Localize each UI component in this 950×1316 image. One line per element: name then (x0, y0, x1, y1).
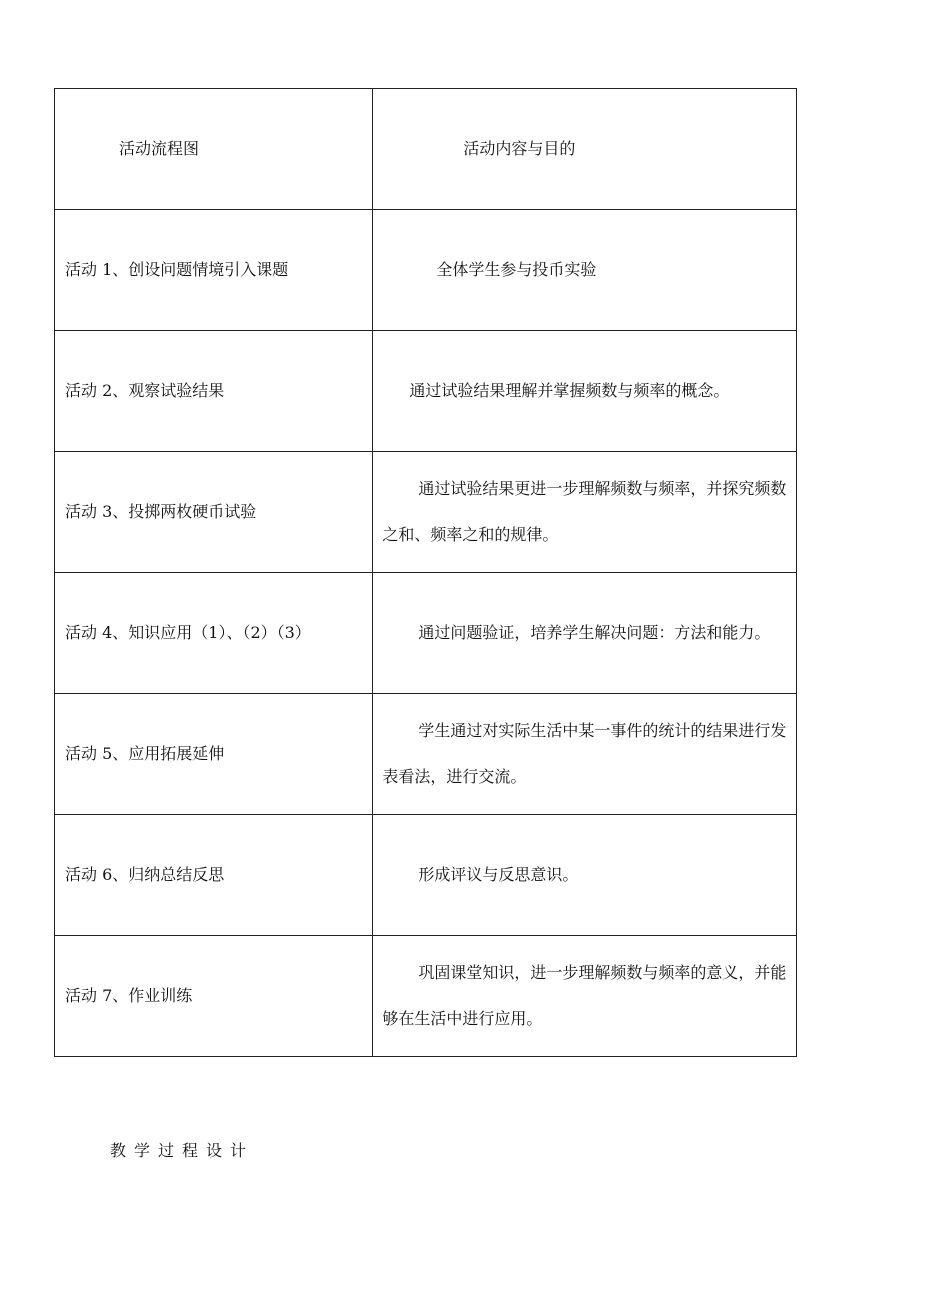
header-activity-flow: 活动流程图 (55, 89, 373, 210)
activity-content: 通过试验结果更进一步理解频数与频率，并探究频数之和、频率之和的规律。 (373, 452, 797, 573)
table-row (55, 936, 797, 1057)
activity-name: 活动 1、创设问题情境引入课题 (55, 210, 373, 331)
activity-table (54, 88, 797, 1057)
table-row (55, 573, 797, 694)
table-row (55, 331, 797, 452)
table-row (55, 452, 797, 573)
activity-content: 全体学生参与投币实验 (373, 210, 797, 331)
activity-name: 活动 6、归纳总结反思 (55, 815, 373, 936)
activity-content: 通过问题验证，培养学生解决问题：方法和能力。 (373, 573, 797, 694)
table-row (55, 815, 797, 936)
activity-content: 形成评议与反思意识。 (373, 815, 797, 936)
activity-content: 通过试验结果理解并掌握频数与频率的概念。 (373, 331, 797, 452)
section-title: 教学过程设计 (110, 1141, 255, 1160)
activity-name: 活动 5、应用拓展延伸 (55, 694, 373, 815)
table-header-row (55, 89, 797, 210)
header-activity-purpose: 活动内容与目的 (373, 89, 797, 210)
activity-name: 活动 4、知识应用（1）、（2）（3） (55, 573, 373, 694)
table-row (55, 210, 797, 331)
activity-name: 活动 3、投掷两枚硬币试验 (55, 452, 373, 573)
activity-name: 活动 7、作业训练 (55, 936, 373, 1057)
activity-name: 活动 2、观察试验结果 (55, 331, 373, 452)
activity-content: 学生通过对实际生活中某一事件的统计的结果进行发表看法，进行交流。 (373, 694, 797, 815)
table-row (55, 694, 797, 815)
activity-content: 巩固课堂知识，进一步理解频数与频率的意义，并能够在生活中进行应用。 (373, 936, 797, 1057)
